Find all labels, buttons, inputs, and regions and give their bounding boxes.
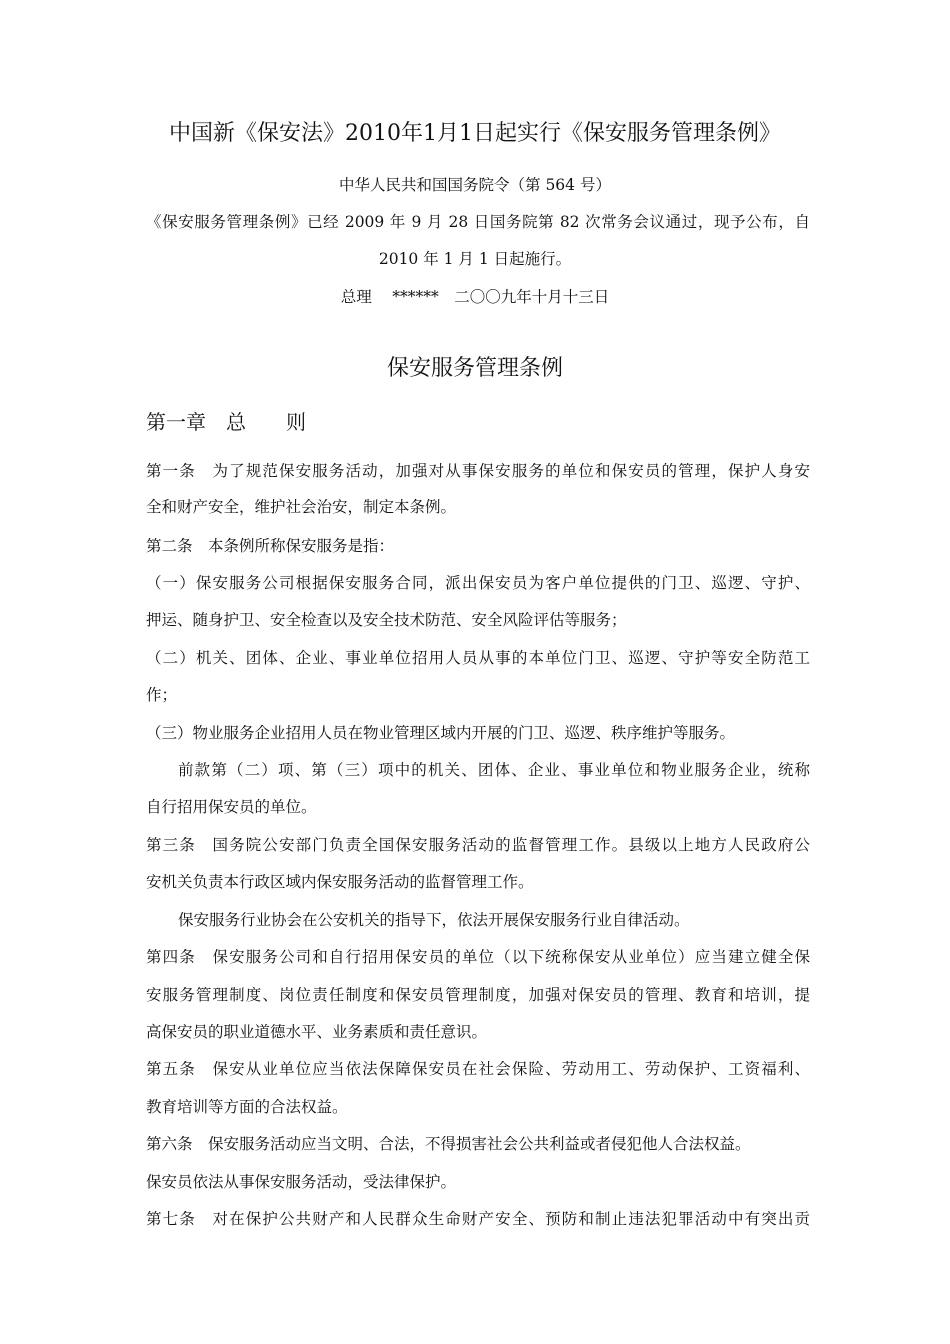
body-line-4: （一）保安服务公司根据保安服务合同，派出保安员为客户单位提供的门卫、巡逻、守护、: [146, 574, 810, 592]
body-line-18: 教育培训等方面的合法权益。: [146, 1098, 348, 1116]
body-line-15: 安服务管理制度、岗位责任制度和保安员管理制度，加强对保安员的管理、教育和培训，提: [146, 986, 810, 1004]
body-line-8: （三）物业服务企业招用人员在物业管理区域内开展的门卫、巡逻、秩序维护等服务。: [146, 724, 736, 742]
page-title: 中国新《保安法》2010年1月1日起实行《保安服务管理条例》: [169, 121, 781, 146]
body-line-2: 全和财产安全，维护社会治安，制定本条例。: [146, 498, 457, 516]
body-line-9: 前款第（二）项、第（三）项中的机关、团体、企业、事业单位和物业服务企业，统称: [178, 761, 810, 779]
intro-line-2: 2010 年 1 月 1 日起施行。: [378, 250, 572, 268]
body-line-11: 第三条 国务院公安部门负责全国保安服务活动的监督管理工作。县级以上地方人民政府公: [146, 836, 810, 854]
body-line-5: 押运、随身护卫、安全检查以及安全技术防范、安全风险评估等服务；: [146, 611, 627, 629]
body-line-20: 保安员依法从事保安服务活动，受法律保护。: [146, 1173, 457, 1191]
body-line-7: 作；: [146, 686, 178, 704]
body-line-13: 保安服务行业协会在公安机关的指导下，依法开展保安服务行业自律活动。: [178, 911, 690, 929]
body-line-1: 第一条 为了规范保安服务活动，加强对从事保安服务的单位和保安员的管理，保护人身安: [146, 462, 810, 480]
document-title: 保安服务管理条例: [386, 356, 563, 381]
body-line-21: 第七条 对在保护公共财产和人民群众生命财产安全、预防和制止违法犯罪活动中有突出贡: [146, 1210, 810, 1228]
body-line-6: （二）机关、团体、企业、事业单位招用人员从事的本单位门卫、巡逻、守护等安全防范工: [146, 649, 810, 667]
body-line-10: 自行招用保安员的单位。: [146, 798, 317, 816]
body-line-12: 安机关负责本行政区域内保安服务活动的监督管理工作。: [146, 873, 534, 891]
decree-number: 中华人民共和国国务院令（第 564 号）: [339, 176, 611, 194]
body-line-3: 第二条 本条例所称保安服务是指：: [146, 537, 395, 555]
body-line-19: 第六条 保安服务活动应当文明、合法，不得损害社会公共利益或者侵犯他人合法权益。: [146, 1135, 751, 1153]
body-line-17: 第五条 保安从业单位应当依法保障保安员在社会保险、劳动用工、劳动保护、工资福利、: [146, 1060, 810, 1078]
body-line-16: 高保安员的职业道德水平、业务素质和责任意识。: [146, 1023, 488, 1041]
signature-line: 总理 ****** 二〇〇九年十月十三日: [340, 288, 610, 306]
intro-line-1: 《保安服务管理条例》已经 2009 年 9 月 28 日国务院第 82 次常务会议通过，现予公布，自: [146, 213, 810, 231]
body-line-14: 第四条 保安服务公司和自行招用保安员的单位（以下统称保安从业单位）应当建立健全保: [146, 948, 810, 966]
chapter-heading: 第一章 总 则: [146, 410, 306, 434]
